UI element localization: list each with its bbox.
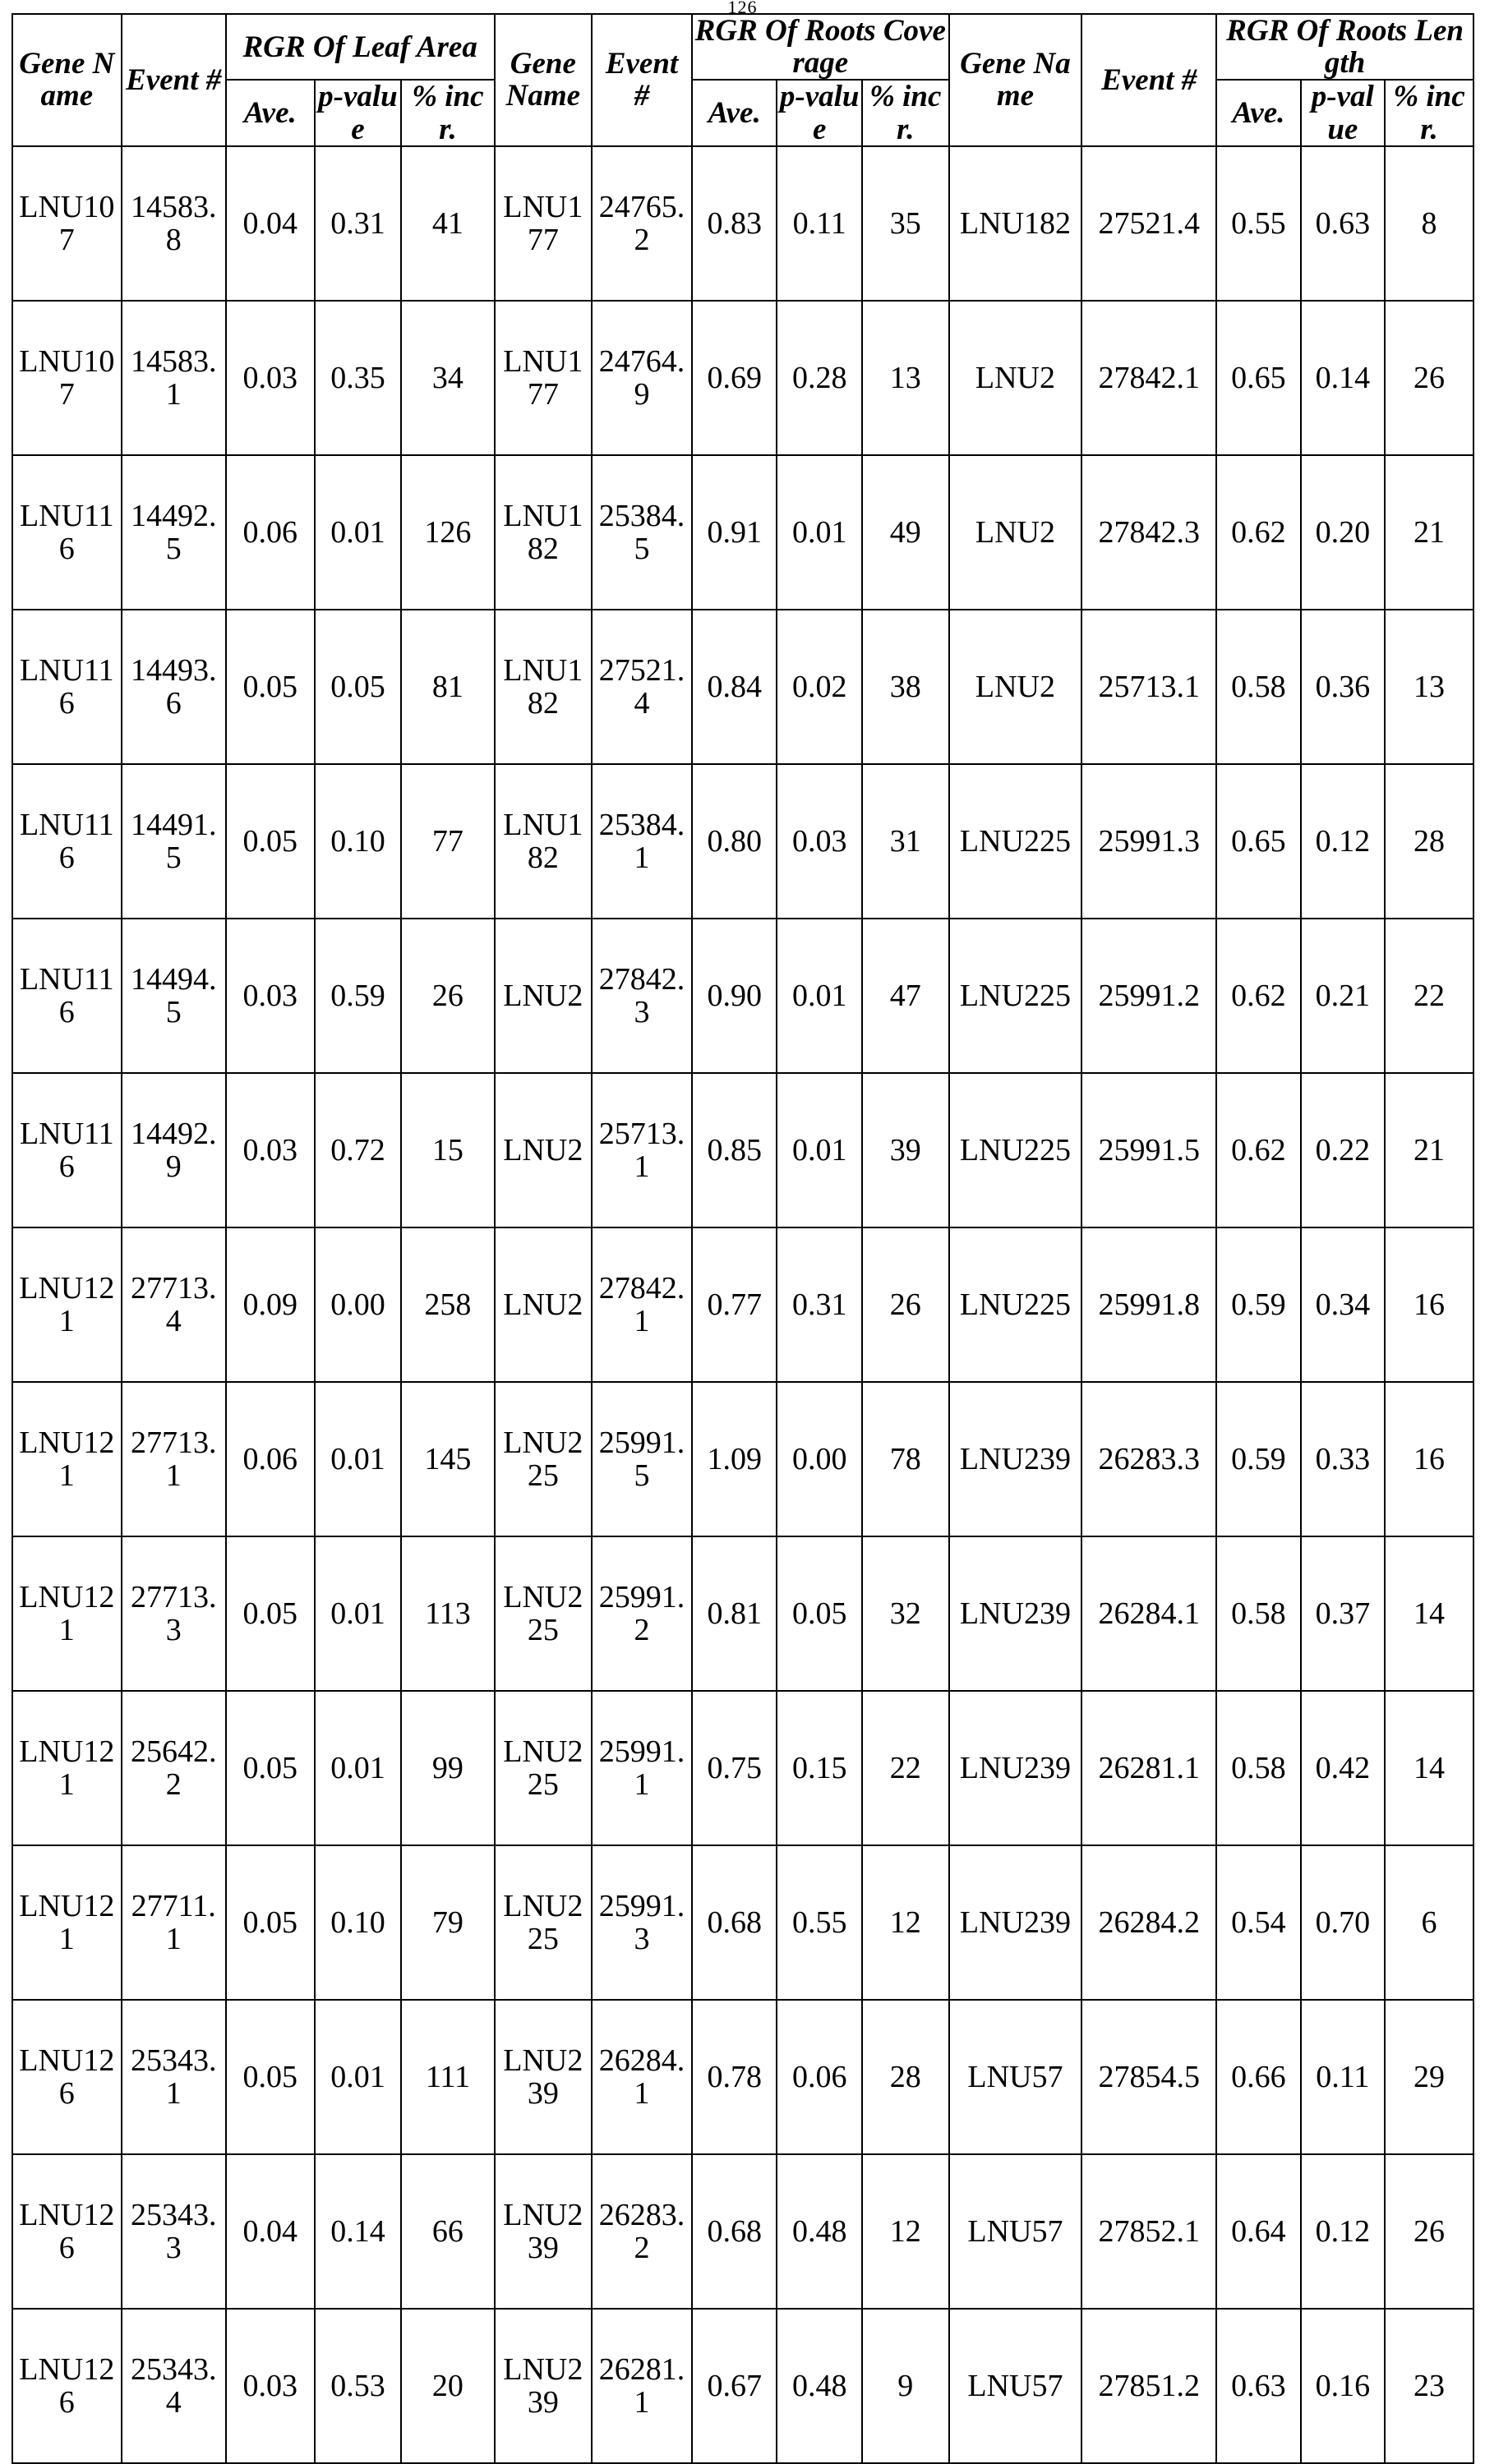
cell-percent-incr-length: 13 bbox=[1385, 610, 1473, 764]
cell-pvalue-coverage: 0.15 bbox=[777, 1691, 862, 1845]
table-row bbox=[12, 2154, 1473, 2309]
cell-percent-incr-leaf: 81 bbox=[401, 610, 494, 764]
cell-ave-length: 0.64 bbox=[1216, 2154, 1300, 2309]
cell-event-leaf: 14493.6 bbox=[122, 610, 226, 764]
cell-percent-incr-coverage: 13 bbox=[862, 301, 949, 455]
cell-ave-coverage: 0.68 bbox=[692, 2154, 777, 2309]
header-percent-incr-1: % incr. bbox=[401, 80, 494, 145]
cell-gene-name-leaf: LNU126 bbox=[12, 2000, 122, 2154]
cell-gene-name-coverage: LNU239 bbox=[495, 2000, 593, 2154]
cell-gene-name-length: LNU57 bbox=[949, 2000, 1082, 2154]
page-number: 126 bbox=[727, 0, 758, 17]
cell-event-coverage: 24765.2 bbox=[592, 146, 692, 301]
cell-percent-incr-leaf: 145 bbox=[401, 1382, 494, 1536]
table-row bbox=[12, 2000, 1473, 2154]
group-header-rgr-leaf-area: RGR Of Leaf Area bbox=[226, 14, 495, 80]
cell-ave-coverage: 0.68 bbox=[692, 1845, 777, 2000]
cell-gene-name-length: LNU239 bbox=[949, 1536, 1082, 1691]
cell-percent-incr-coverage: 35 bbox=[862, 146, 949, 301]
cell-gene-name-length: LNU239 bbox=[949, 1845, 1082, 2000]
cell-ave-leaf: 0.03 bbox=[226, 301, 315, 455]
cell-event-length: 27521.4 bbox=[1081, 146, 1216, 301]
table-row bbox=[12, 1691, 1473, 1845]
table-row bbox=[12, 1227, 1473, 1382]
cell-percent-incr-coverage: 22 bbox=[862, 1691, 949, 1845]
cell-event-leaf: 27713.4 bbox=[122, 1227, 226, 1382]
cell-ave-leaf: 0.03 bbox=[226, 1073, 315, 1227]
cell-ave-leaf: 0.05 bbox=[226, 2000, 315, 2154]
cell-ave-length: 0.55 bbox=[1216, 146, 1300, 301]
cell-percent-incr-length: 14 bbox=[1385, 1536, 1473, 1691]
cell-event-coverage: 26281.1 bbox=[592, 2309, 692, 2463]
cell-pvalue-length: 0.22 bbox=[1301, 1073, 1385, 1227]
cell-percent-incr-coverage: 28 bbox=[862, 2000, 949, 2154]
cell-pvalue-length: 0.16 bbox=[1301, 2309, 1385, 2463]
header-event-3: Event # bbox=[1081, 14, 1216, 146]
cell-gene-name-leaf: LNU121 bbox=[12, 1536, 122, 1691]
cell-percent-incr-leaf: 34 bbox=[401, 301, 494, 455]
header-gene-name-2: Gene Name bbox=[495, 14, 593, 146]
cell-pvalue-length: 0.33 bbox=[1301, 1382, 1385, 1536]
cell-pvalue-coverage: 0.01 bbox=[777, 919, 862, 1073]
cell-percent-incr-leaf: 111 bbox=[401, 2000, 494, 2154]
cell-percent-incr-length: 16 bbox=[1385, 1382, 1473, 1536]
header-gene-name-3: Gene Name bbox=[949, 14, 1082, 146]
cell-gene-name-length: LNU225 bbox=[949, 764, 1082, 919]
cell-gene-name-leaf: LNU116 bbox=[12, 455, 122, 610]
cell-event-length: 27854.5 bbox=[1081, 2000, 1216, 2154]
table-row bbox=[12, 610, 1473, 764]
cell-pvalue-length: 0.11 bbox=[1301, 2000, 1385, 2154]
cell-ave-length: 0.59 bbox=[1216, 1227, 1300, 1382]
cell-event-length: 25991.2 bbox=[1081, 919, 1216, 1073]
cell-pvalue-coverage: 0.03 bbox=[777, 764, 862, 919]
cell-event-coverage: 24764.9 bbox=[592, 301, 692, 455]
cell-gene-name-coverage: LNU182 bbox=[495, 610, 593, 764]
cell-ave-coverage: 0.90 bbox=[692, 919, 777, 1073]
cell-event-leaf: 25343.4 bbox=[122, 2309, 226, 2463]
cell-pvalue-length: 0.36 bbox=[1301, 610, 1385, 764]
cell-percent-incr-leaf: 15 bbox=[401, 1073, 494, 1227]
cell-ave-leaf: 0.05 bbox=[226, 1845, 315, 2000]
header-ave-1: Ave. bbox=[226, 80, 315, 145]
cell-percent-incr-coverage: 78 bbox=[862, 1382, 949, 1536]
cell-ave-leaf: 0.03 bbox=[226, 919, 315, 1073]
cell-gene-name-length: LNU57 bbox=[949, 2309, 1082, 2463]
cell-event-coverage: 25991.1 bbox=[592, 1691, 692, 1845]
cell-event-leaf: 27711.1 bbox=[122, 1845, 226, 2000]
cell-percent-incr-coverage: 12 bbox=[862, 1845, 949, 2000]
cell-gene-name-leaf: LNU116 bbox=[12, 764, 122, 919]
cell-pvalue-leaf: 0.01 bbox=[315, 1536, 402, 1691]
cell-gene-name-length: LNU225 bbox=[949, 1227, 1082, 1382]
cell-pvalue-coverage: 0.11 bbox=[777, 146, 862, 301]
table-row bbox=[12, 301, 1473, 455]
cell-percent-incr-leaf: 99 bbox=[401, 1691, 494, 1845]
group-header-rgr-roots-coverage: RGR Of Roots Coverage bbox=[692, 14, 949, 80]
cell-percent-incr-leaf: 20 bbox=[401, 2309, 494, 2463]
cell-gene-name-leaf: LNU116 bbox=[12, 1073, 122, 1227]
cell-percent-incr-leaf: 79 bbox=[401, 1845, 494, 2000]
cell-event-length: 26281.1 bbox=[1081, 1691, 1216, 1845]
cell-pvalue-length: 0.63 bbox=[1301, 146, 1385, 301]
cell-ave-length: 0.58 bbox=[1216, 1536, 1300, 1691]
cell-event-leaf: 14492.9 bbox=[122, 1073, 226, 1227]
cell-event-leaf: 14491.5 bbox=[122, 764, 226, 919]
table-row bbox=[12, 146, 1473, 301]
cell-ave-leaf: 0.09 bbox=[226, 1227, 315, 1382]
table-row bbox=[12, 919, 1473, 1073]
cell-event-length: 27851.2 bbox=[1081, 2309, 1216, 2463]
cell-pvalue-length: 0.12 bbox=[1301, 2154, 1385, 2309]
cell-pvalue-coverage: 0.06 bbox=[777, 2000, 862, 2154]
cell-pvalue-coverage: 0.28 bbox=[777, 301, 862, 455]
cell-ave-coverage: 0.85 bbox=[692, 1073, 777, 1227]
cell-percent-incr-coverage: 12 bbox=[862, 2154, 949, 2309]
header-ave-2: Ave. bbox=[692, 80, 777, 145]
cell-pvalue-length: 0.21 bbox=[1301, 919, 1385, 1073]
cell-gene-name-leaf: LNU121 bbox=[12, 1382, 122, 1536]
cell-gene-name-coverage: LNU2 bbox=[495, 1227, 593, 1382]
header-row-groups bbox=[12, 14, 1473, 80]
table-row bbox=[12, 1382, 1473, 1536]
cell-percent-incr-leaf: 258 bbox=[401, 1227, 494, 1382]
cell-gene-name-coverage: LNU177 bbox=[495, 146, 593, 301]
header-row-subcolumns bbox=[12, 80, 1473, 145]
cell-percent-incr-length: 14 bbox=[1385, 1691, 1473, 1845]
cell-percent-incr-coverage: 26 bbox=[862, 1227, 949, 1382]
table-header bbox=[12, 14, 1473, 146]
cell-percent-incr-leaf: 77 bbox=[401, 764, 494, 919]
cell-event-coverage: 26284.1 bbox=[592, 2000, 692, 2154]
cell-pvalue-leaf: 0.01 bbox=[315, 1691, 402, 1845]
cell-pvalue-coverage: 0.01 bbox=[777, 455, 862, 610]
cell-ave-coverage: 0.81 bbox=[692, 1536, 777, 1691]
cell-event-leaf: 25343.3 bbox=[122, 2154, 226, 2309]
cell-pvalue-length: 0.34 bbox=[1301, 1227, 1385, 1382]
cell-pvalue-leaf: 0.05 bbox=[315, 610, 402, 764]
cell-ave-length: 0.62 bbox=[1216, 1073, 1300, 1227]
cell-gene-name-length: LNU225 bbox=[949, 919, 1082, 1073]
cell-ave-coverage: 1.09 bbox=[692, 1382, 777, 1536]
cell-gene-name-length: LNU2 bbox=[949, 610, 1082, 764]
cell-ave-length: 0.59 bbox=[1216, 1382, 1300, 1536]
header-pvalue-1: p-value bbox=[315, 80, 402, 145]
cell-percent-incr-coverage: 49 bbox=[862, 455, 949, 610]
cell-ave-leaf: 0.06 bbox=[226, 1382, 315, 1536]
cell-pvalue-leaf: 0.10 bbox=[315, 1845, 402, 2000]
cell-ave-length: 0.58 bbox=[1216, 1691, 1300, 1845]
cell-pvalue-length: 0.70 bbox=[1301, 1845, 1385, 2000]
cell-pvalue-coverage: 0.00 bbox=[777, 1382, 862, 1536]
cell-event-leaf: 25642.2 bbox=[122, 1691, 226, 1845]
cell-event-coverage: 25384.5 bbox=[592, 455, 692, 610]
cell-pvalue-coverage: 0.48 bbox=[777, 2154, 862, 2309]
cell-ave-leaf: 0.04 bbox=[226, 2154, 315, 2309]
cell-ave-leaf: 0.05 bbox=[226, 1536, 315, 1691]
cell-pvalue-length: 0.42 bbox=[1301, 1691, 1385, 1845]
cell-event-length: 26284.2 bbox=[1081, 1845, 1216, 2000]
cell-percent-incr-length: 28 bbox=[1385, 764, 1473, 919]
cell-event-length: 25991.8 bbox=[1081, 1227, 1216, 1382]
cell-pvalue-leaf: 0.59 bbox=[315, 919, 402, 1073]
cell-pvalue-leaf: 0.01 bbox=[315, 1382, 402, 1536]
cell-percent-incr-length: 26 bbox=[1385, 301, 1473, 455]
cell-pvalue-coverage: 0.02 bbox=[777, 610, 862, 764]
cell-gene-name-leaf: LNU107 bbox=[12, 146, 122, 301]
cell-ave-length: 0.66 bbox=[1216, 2000, 1300, 2154]
cell-event-length: 25991.3 bbox=[1081, 764, 1216, 919]
cell-gene-name-length: LNU2 bbox=[949, 301, 1082, 455]
cell-event-coverage: 25713.1 bbox=[592, 1073, 692, 1227]
cell-ave-length: 0.58 bbox=[1216, 610, 1300, 764]
cell-gene-name-length: LNU239 bbox=[949, 1691, 1082, 1845]
cell-gene-name-coverage: LNU225 bbox=[495, 1845, 593, 2000]
cell-ave-length: 0.65 bbox=[1216, 301, 1300, 455]
cell-event-length: 26283.3 bbox=[1081, 1382, 1216, 1536]
cell-gene-name-length: LNU182 bbox=[949, 146, 1082, 301]
cell-event-coverage: 27842.3 bbox=[592, 919, 692, 1073]
cell-pvalue-coverage: 0.48 bbox=[777, 2309, 862, 2463]
table-body bbox=[12, 146, 1473, 2463]
cell-ave-coverage: 0.91 bbox=[692, 455, 777, 610]
cell-gene-name-leaf: LNU107 bbox=[12, 301, 122, 455]
cell-ave-coverage: 0.67 bbox=[692, 2309, 777, 2463]
cell-event-leaf: 27713.1 bbox=[122, 1382, 226, 1536]
cell-gene-name-leaf: LNU126 bbox=[12, 2154, 122, 2309]
table-row bbox=[12, 2309, 1473, 2463]
cell-pvalue-leaf: 0.01 bbox=[315, 455, 402, 610]
cell-percent-incr-leaf: 113 bbox=[401, 1536, 494, 1691]
cell-ave-length: 0.62 bbox=[1216, 919, 1300, 1073]
cell-pvalue-length: 0.37 bbox=[1301, 1536, 1385, 1691]
cell-percent-incr-length: 21 bbox=[1385, 1073, 1473, 1227]
cell-gene-name-leaf: LNU121 bbox=[12, 1227, 122, 1382]
cell-pvalue-coverage: 0.55 bbox=[777, 1845, 862, 2000]
header-ave-3: Ave. bbox=[1216, 80, 1300, 145]
cell-percent-incr-coverage: 32 bbox=[862, 1536, 949, 1691]
cell-event-leaf: 14492.5 bbox=[122, 455, 226, 610]
header-event-1: Event # bbox=[122, 14, 226, 146]
cell-ave-length: 0.54 bbox=[1216, 1845, 1300, 2000]
cell-ave-coverage: 0.78 bbox=[692, 2000, 777, 2154]
cell-gene-name-leaf: LNU121 bbox=[12, 1691, 122, 1845]
cell-event-leaf: 14583.8 bbox=[122, 146, 226, 301]
cell-event-coverage: 26283.2 bbox=[592, 2154, 692, 2309]
cell-percent-incr-coverage: 39 bbox=[862, 1073, 949, 1227]
cell-event-length: 25713.1 bbox=[1081, 610, 1216, 764]
cell-percent-incr-leaf: 126 bbox=[401, 455, 494, 610]
cell-gene-name-length: LNU57 bbox=[949, 2154, 1082, 2309]
cell-percent-incr-coverage: 38 bbox=[862, 610, 949, 764]
cell-gene-name-coverage: LNU225 bbox=[495, 1536, 593, 1691]
table-row bbox=[12, 1536, 1473, 1691]
cell-gene-name-coverage: LNU225 bbox=[495, 1382, 593, 1536]
cell-event-coverage: 25991.5 bbox=[592, 1382, 692, 1536]
cell-pvalue-leaf: 0.10 bbox=[315, 764, 402, 919]
cell-percent-incr-leaf: 41 bbox=[401, 146, 494, 301]
cell-event-length: 27852.1 bbox=[1081, 2154, 1216, 2309]
cell-ave-leaf: 0.04 bbox=[226, 146, 315, 301]
cell-event-length: 27842.3 bbox=[1081, 455, 1216, 610]
cell-percent-incr-length: 8 bbox=[1385, 146, 1473, 301]
cell-ave-leaf: 0.06 bbox=[226, 455, 315, 610]
cell-pvalue-leaf: 0.31 bbox=[315, 146, 402, 301]
cell-ave-coverage: 0.83 bbox=[692, 146, 777, 301]
cell-percent-incr-length: 29 bbox=[1385, 2000, 1473, 2154]
header-pvalue-3: p-value bbox=[1301, 80, 1385, 145]
cell-percent-incr-leaf: 66 bbox=[401, 2154, 494, 2309]
cell-ave-leaf: 0.05 bbox=[226, 610, 315, 764]
cell-pvalue-leaf: 0.72 bbox=[315, 1073, 402, 1227]
cell-event-coverage: 27521.4 bbox=[592, 610, 692, 764]
cell-percent-incr-length: 23 bbox=[1385, 2309, 1473, 2463]
cell-gene-name-coverage: LNU182 bbox=[495, 455, 593, 610]
cell-gene-name-coverage: LNU2 bbox=[495, 1073, 593, 1227]
cell-percent-incr-length: 6 bbox=[1385, 1845, 1473, 2000]
table-row bbox=[12, 1845, 1473, 2000]
cell-pvalue-coverage: 0.01 bbox=[777, 1073, 862, 1227]
cell-ave-coverage: 0.77 bbox=[692, 1227, 777, 1382]
cell-percent-incr-length: 21 bbox=[1385, 455, 1473, 610]
cell-pvalue-leaf: 0.00 bbox=[315, 1227, 402, 1382]
table-row bbox=[12, 1073, 1473, 1227]
cell-gene-name-leaf: LNU116 bbox=[12, 919, 122, 1073]
cell-gene-name-length: LNU2 bbox=[949, 455, 1082, 610]
cell-gene-name-leaf: LNU116 bbox=[12, 610, 122, 764]
cell-event-coverage: 25384.1 bbox=[592, 764, 692, 919]
table-row bbox=[12, 455, 1473, 610]
header-pvalue-2: p-value bbox=[777, 80, 862, 145]
cell-pvalue-length: 0.14 bbox=[1301, 301, 1385, 455]
cell-pvalue-leaf: 0.53 bbox=[315, 2309, 402, 2463]
group-header-rgr-roots-length: RGR Of Roots Length bbox=[1216, 14, 1473, 80]
header-percent-incr-3: % incr. bbox=[1385, 80, 1473, 145]
cell-pvalue-coverage: 0.05 bbox=[777, 1536, 862, 1691]
cell-gene-name-length: LNU239 bbox=[949, 1382, 1082, 1536]
cell-event-coverage: 27842.1 bbox=[592, 1227, 692, 1382]
cell-percent-incr-length: 16 bbox=[1385, 1227, 1473, 1382]
cell-percent-incr-coverage: 31 bbox=[862, 764, 949, 919]
cell-event-leaf: 14583.1 bbox=[122, 301, 226, 455]
cell-gene-name-coverage: LNU239 bbox=[495, 2154, 593, 2309]
cell-event-leaf: 27713.3 bbox=[122, 1536, 226, 1691]
cell-ave-coverage: 0.80 bbox=[692, 764, 777, 919]
cell-gene-name-coverage: LNU182 bbox=[495, 764, 593, 919]
cell-gene-name-coverage: LNU2 bbox=[495, 919, 593, 1073]
cell-event-coverage: 25991.2 bbox=[592, 1536, 692, 1691]
cell-pvalue-length: 0.12 bbox=[1301, 764, 1385, 919]
cell-percent-incr-length: 22 bbox=[1385, 919, 1473, 1073]
header-gene-name-1: Gene Name bbox=[12, 14, 122, 146]
cell-event-length: 25991.5 bbox=[1081, 1073, 1216, 1227]
cell-event-length: 26284.1 bbox=[1081, 1536, 1216, 1691]
cell-pvalue-length: 0.20 bbox=[1301, 455, 1385, 610]
cell-gene-name-leaf: LNU126 bbox=[12, 2309, 122, 2463]
cell-ave-leaf: 0.05 bbox=[226, 764, 315, 919]
cell-percent-incr-coverage: 9 bbox=[862, 2309, 949, 2463]
cell-gene-name-length: LNU225 bbox=[949, 1073, 1082, 1227]
cell-gene-name-coverage: LNU177 bbox=[495, 301, 593, 455]
cell-pvalue-coverage: 0.31 bbox=[777, 1227, 862, 1382]
cell-ave-leaf: 0.05 bbox=[226, 1691, 315, 1845]
cell-percent-incr-leaf: 26 bbox=[401, 919, 494, 1073]
cell-ave-length: 0.63 bbox=[1216, 2309, 1300, 2463]
cell-ave-coverage: 0.69 bbox=[692, 301, 777, 455]
cell-pvalue-leaf: 0.35 bbox=[315, 301, 402, 455]
header-event-2: Event # bbox=[592, 14, 692, 146]
cell-gene-name-coverage: LNU239 bbox=[495, 2309, 593, 2463]
cell-ave-length: 0.62 bbox=[1216, 455, 1300, 610]
cell-pvalue-leaf: 0.14 bbox=[315, 2154, 402, 2309]
cell-percent-incr-length: 26 bbox=[1385, 2154, 1473, 2309]
cell-percent-incr-coverage: 47 bbox=[862, 919, 949, 1073]
cell-event-length: 27842.1 bbox=[1081, 301, 1216, 455]
cell-ave-coverage: 0.84 bbox=[692, 610, 777, 764]
header-percent-incr-2: % incr. bbox=[862, 80, 949, 145]
cell-gene-name-coverage: LNU225 bbox=[495, 1691, 593, 1845]
cell-ave-length: 0.65 bbox=[1216, 764, 1300, 919]
table-row bbox=[12, 764, 1473, 919]
cell-pvalue-leaf: 0.01 bbox=[315, 2000, 402, 2154]
cell-event-coverage: 25991.3 bbox=[592, 1845, 692, 2000]
cell-ave-coverage: 0.75 bbox=[692, 1691, 777, 1845]
cell-gene-name-leaf: LNU121 bbox=[12, 1845, 122, 2000]
cell-event-leaf: 25343.1 bbox=[122, 2000, 226, 2154]
cell-event-leaf: 14494.5 bbox=[122, 919, 226, 1073]
cell-ave-leaf: 0.03 bbox=[226, 2309, 315, 2463]
results-table bbox=[12, 13, 1474, 2464]
